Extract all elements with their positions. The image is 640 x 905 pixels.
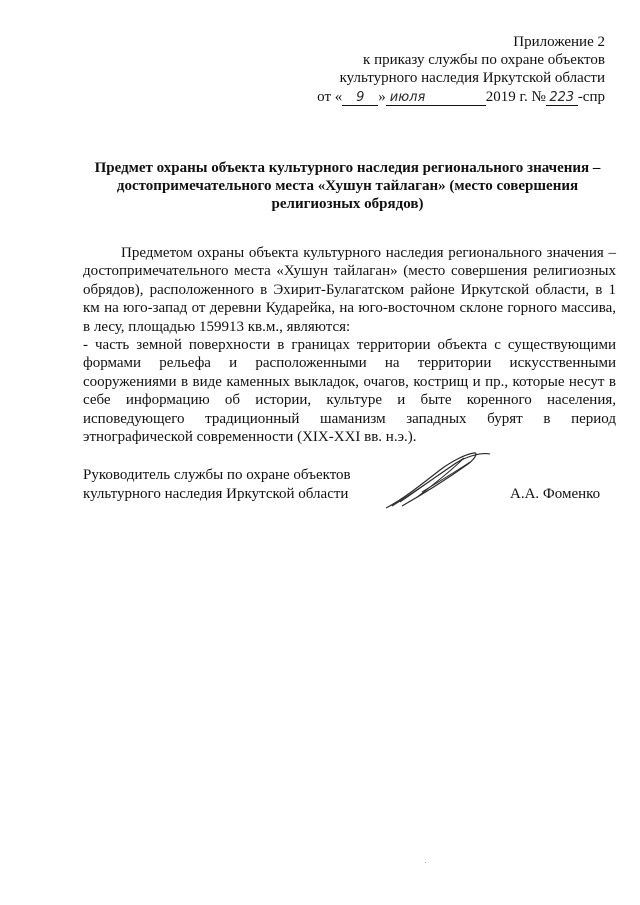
handwritten-day: 9 [342,90,378,106]
signatory-position-line2: культурного наследия Иркутской области [83,485,349,502]
order-year: 2019 г. № [485,89,546,105]
scan-speck [425,862,426,863]
signatory-position-line1: Руководитель службы по охране объектов [83,467,351,483]
authority-line: культурного наследия Иркутской области [339,70,605,86]
order-date-line [317,88,605,106]
handwritten-order-number: 223 [546,90,578,106]
order-reference-line: к приказу службы по охране объектов [363,52,605,68]
signatory-name: А.А. Фоменко [510,486,601,502]
document-body [83,244,616,446]
order-number-suffix: -спр [577,89,605,105]
document-title: Предмет охраны объекта культурного наследия регионального значения – достопримечательного места «Хушун тайлаган» (место совершения религиозных обрядов) [94,160,601,212]
date-prefix: от « [317,89,343,105]
body-paragraph-item: - часть земной поверхности в границах территории объекта с существующими формами рельефа и расположенными на территории искусственными сооружениями в виде каменных выкладок, очагов, кострищ и пр., которые несут в себе информацию об истории, культуре и быте коренного населения, исповедующего традиционный шаманизм западных бурят в период этнографической современности (XIX-XXI вв. н.э.). [83,337,616,446]
date-mid: » [378,89,386,105]
body-paragraph-intro: Предметом охраны объекта культурного наследия регионального значения – достопримечательного места «Хушун тайлаган» (место совершения религиозных обрядов), расположенного в Эхирит-Булагатском районе Иркутской области, в 1 км на юго-запад от деревни Кударейка, на юго-восточном склоне горного массива, в лесу, площадью 159913 кв.м., являются: [83,245,616,335]
handwritten-signature [382,450,497,512]
handwritten-month: июля [386,90,486,106]
signatory-position [83,466,351,503]
appendix-label: Приложение 2 [513,34,605,50]
